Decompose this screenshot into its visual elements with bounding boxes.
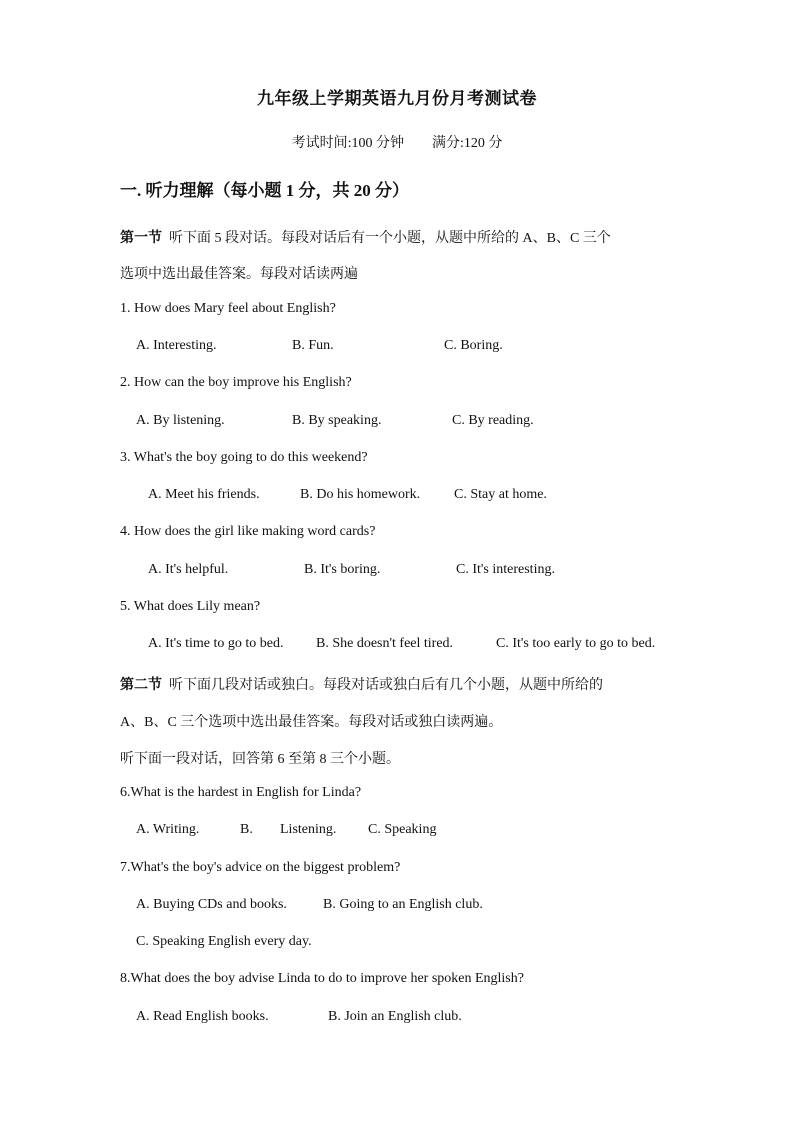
q4-option-c: C. It's interesting. bbox=[456, 562, 555, 577]
q6-option-b: B. bbox=[240, 822, 253, 837]
q5-option-b: B. She doesn't feel tired. bbox=[316, 636, 454, 651]
q2-option-b: B. By speaking. bbox=[292, 413, 382, 428]
exam-score: 满分:120 分 bbox=[432, 136, 503, 151]
q7-option-b: B. Going to an English club. bbox=[323, 897, 483, 912]
q3-option-c: C. Stay at home. bbox=[454, 487, 547, 502]
section2-instruction: 第二节 听下面几段对话或独白。每段对话或独白后有几个小题，从题中所给的 bbox=[120, 678, 603, 693]
question-1: 1. How does Mary feel about English? bbox=[120, 301, 336, 316]
q1-option-a: A. Interesting. bbox=[136, 338, 217, 353]
section1-instruction: 第一节 听下面 5 段对话。每段对话后有一个小题，从题中所给的 A、B、C 三个 bbox=[120, 231, 611, 246]
question-3: 3. What's the boy going to do this weekend? bbox=[120, 450, 368, 465]
q3-option-b: B. Do his homework. bbox=[300, 487, 421, 502]
section1-instruction-cont: 选项中选出最佳答案。每段对话读两遍 bbox=[120, 267, 358, 282]
q6-option-b-text: Listening. bbox=[280, 822, 337, 837]
q7-option-a: A. Buying CDs and books. bbox=[136, 897, 287, 912]
q4-option-a: A. It's helpful. bbox=[148, 562, 229, 577]
q2-option-c: C. By reading. bbox=[452, 413, 534, 428]
section1-label: 第一节 bbox=[120, 231, 162, 246]
q8-option-b: B. Join an English club. bbox=[328, 1009, 462, 1024]
q6-option-a: A. Writing. bbox=[136, 822, 200, 837]
section-heading-listening: 一. 听力理解（每小题 1 分，共 20 分） bbox=[120, 181, 409, 200]
question-6: 6.What is the hardest in English for Linda? bbox=[120, 785, 362, 800]
exam-info bbox=[0, 132, 794, 152]
q7-option-c: C. Speaking English every day. bbox=[136, 934, 312, 949]
q5-option-a: A. It's time to go to bed. bbox=[148, 636, 284, 651]
q6-option-c: C. Speaking bbox=[368, 822, 437, 837]
q2-option-a: A. By listening. bbox=[136, 413, 225, 428]
question-5: 5. What does Lily mean? bbox=[120, 599, 261, 614]
section2-label: 第二节 bbox=[120, 678, 162, 693]
q8-option-a: A. Read English books. bbox=[136, 1009, 269, 1024]
section2-instruction-cont: A、B、C 三个选项中选出最佳答案。每段对话或独白读两遍。 bbox=[120, 715, 503, 730]
page-title: 九年级上学期英语九月份月考测试卷 bbox=[257, 89, 537, 108]
question-4: 4. How does the girl like making word cards? bbox=[120, 524, 376, 539]
question-2: 2. How can the boy improve his English? bbox=[120, 375, 352, 390]
exam-time: 考试时间:100 分钟 bbox=[291, 136, 404, 151]
q4-option-b: B. It's boring. bbox=[304, 562, 381, 577]
q1-option-c: C. Boring. bbox=[444, 338, 503, 353]
q5-option-c: C. It's too early to go to bed. bbox=[496, 636, 656, 651]
q1-option-b: B. Fun. bbox=[292, 338, 334, 353]
question-7: 7.What's the boy's advice on the biggest problem? bbox=[120, 860, 401, 875]
section2-subinstruction: 听下面一段对话，回答第 6 至第 8 三个小题。 bbox=[120, 752, 400, 767]
question-8: 8.What does the boy advise Linda to do to improve her spoken English? bbox=[120, 971, 524, 986]
q3-option-a: A. Meet his friends. bbox=[148, 487, 260, 502]
